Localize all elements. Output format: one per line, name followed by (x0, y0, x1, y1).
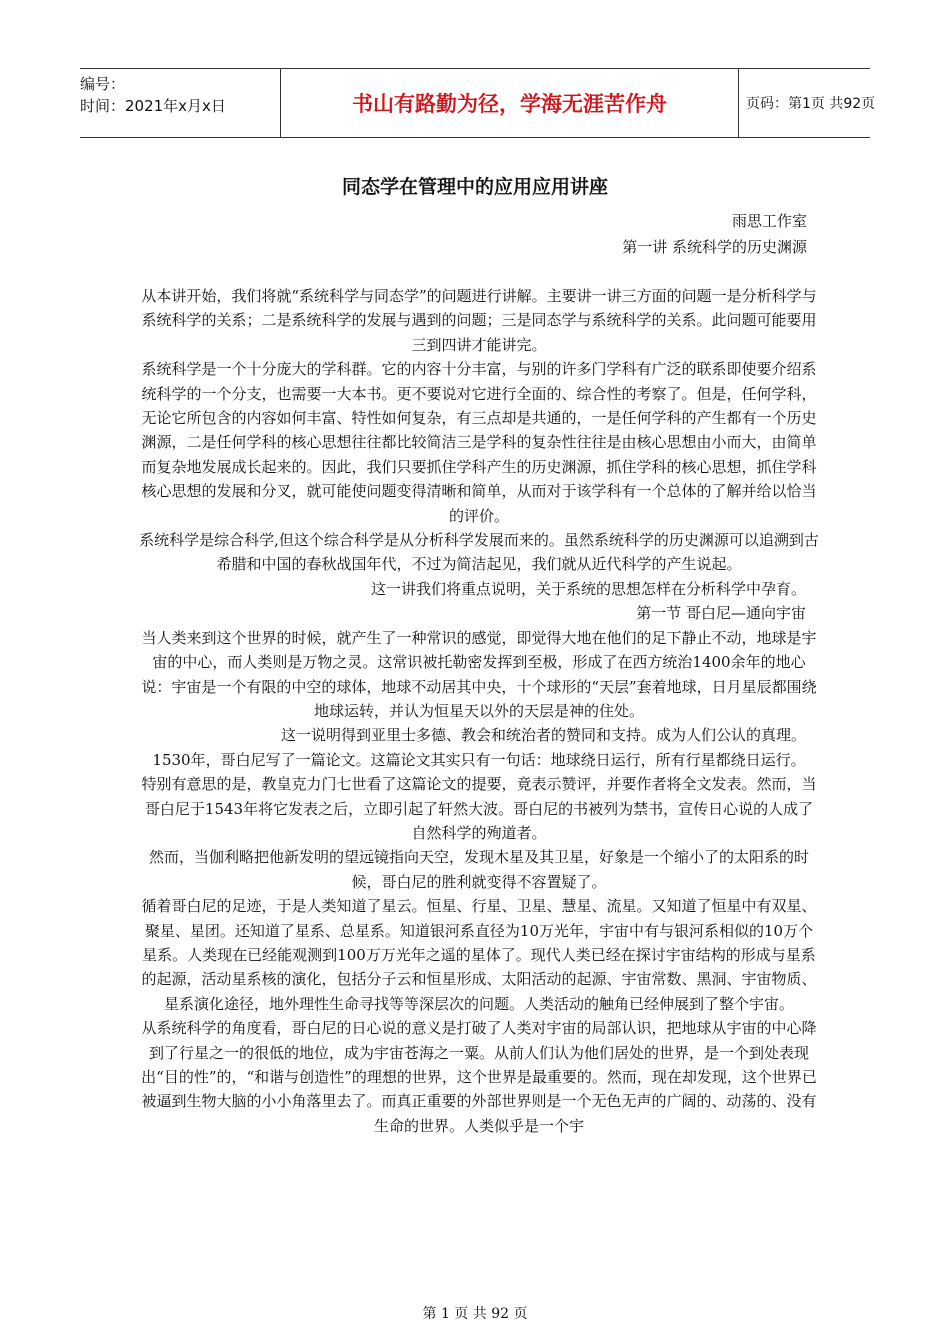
code-label: 编号： (80, 75, 126, 93)
paragraph: 系统科学是一个十分庞大的学科群。它的内容十分丰富，与别的许多门学科有广泛的联系即使要介绍系统科学的一个分支，也需要一大本书。更不要说对它进行全面的、综合性的考察了。但是，任何学科，无论它所包含的内容如何丰富、特性如何复杂，有三点却是共通的，一是任何学科的产生都有一个历史渊源，二是任何学科的核心思想往往都比较简洁三是学科的复杂性往往是由核心思想由小而大，由简单而复杂地发展成长起来的。因此，我们只要抓住学科产生的历史渊源，抓住学科的核心思想，抓住学科核心思想的发展和分叉，就可能使问题变得清晰和简单，从而对于该学科有一个总体的了解并给以恰当的评价。 (141, 360, 817, 525)
section-heading: 第一节 哥白尼—通向宇宙 (636, 604, 806, 623)
document-body (138, 284, 820, 1138)
document-title: 同态学在管理中的应用应用讲座 (341, 176, 608, 198)
lecture-heading: 第一讲 系统科学的历史渊源 (622, 238, 807, 256)
paragraph: 这一说明得到亚里士多德、教会和统治者的赞同和支持。成为人们公认的真理。 (280, 726, 806, 745)
paragraph: 1530年，哥白尼写了一篇论文。这篇论文其实只有一句话：地球绕日运行，所有行星都绕日运行。 (152, 750, 806, 769)
author-line: 雨思工作室 (731, 212, 807, 230)
header-page-label: 页码：第1页 共92页 (746, 96, 876, 112)
paragraph: 这一讲我们将重点说明，关于系统的思想怎样在分析科学中孕育。 (370, 579, 806, 598)
paragraph: 系统科学是综合科学,但这个综合科学是从分析科学发展而来的。虽然系统科学的历史渊源可以追溯到古希腊和中国的春秋战国年代，不过为简洁起见，我们就从近代科学的产生说起。 (139, 531, 819, 574)
page-footer: 第 1 页 共 92 页 (422, 1306, 528, 1322)
paragraph: 从本讲开始，我们将就“系统科学与同态学”的问题进行讲解。主要讲一讲三方面的问题一是分析科学与系统科学的关系；二是系统科学的发展与遇到的问题；三是同态学与系统科学的关系。此问题可能要用三到四讲才能讲完。 (141, 287, 817, 354)
paragraph: 特别有意思的是，教皇克力门七世看了这篇论文的提要，竟表示赞评，并要作者将全文发表。然而，当哥白尼于1543年将它发表之后，立即引起了轩然大波。哥白尼的书被列为禁书，宣传日心说的人成了自然科学的殉道者。 (141, 775, 817, 842)
paragraph: 当人类来到这个世界的时候，就产生了一种常识的感觉，即觉得大地在他们的足下静止不动，地球是宇宙的中心，而人类则是万物之灵。这常识被托勒密发挥到至极，形成了在西方统治1400余年的地心说：宇宙是一个有限的中空的球体，地球不动居其中央，十个球形的“天层”套着地球，日月星辰都围绕地球运转，并认为恒星天以外的天层是神的住处。 (141, 628, 817, 720)
paragraph: 然而，当伽利略把他新发明的望远镜指向天空，发现木星及其卫星，好象是一个缩小了的太阳系的时候，哥白尼的胜利就变得不容置疑了。 (148, 848, 809, 891)
date-label: 时间：2021年x月x日 (80, 97, 226, 115)
paragraph: 循着哥白尼的足迹，于是人类知道了星云。恒星、行星、卫星、慧星、流星。又知道了恒星中有双星、聚星、星团。还知道了星系、总星系。知道银河系直径为10万光年，宇宙中有与银河系相似的10万个星系。人类现在已经能观测到100万万光年之遥的星体了。现代人类已经在探讨宇宙结构的形成与星系的起源，活动星系核的演化，包括分子云和恒星形成、太阳活动的起源、宇宙常数、黑洞、宇宙物质、星系演化途径，地外理性生命寻找等等深层次的问题。人类活动的触角已经伸展到了整个宇宙。 (141, 897, 817, 1013)
header-motto: 书山有路勤为径，学海无涯苦作舟 (280, 69, 739, 137)
paragraph: 从系统科学的角度看，哥白尼的日心说的意义是打破了人类对宇宙的局部认识，把地球从宇宙的中心降到了行星之一的很低的地位，成为宇宙苍海之一粟。从前人们认为他们居处的世界，是一个到处表现出“目的性”的，“和谐与创造性”的理想的世界，这个世界是最重要的。然而，现在却发现，这个世界已被逼到生物大脑的小小角落里去了。而真正重要的外部世界则是一个无色无声的广阔的、动荡的、没有生命的世界。人类似乎是一个宇 (141, 1019, 817, 1135)
page-header (80, 68, 876, 138)
header-meta (80, 69, 280, 141)
